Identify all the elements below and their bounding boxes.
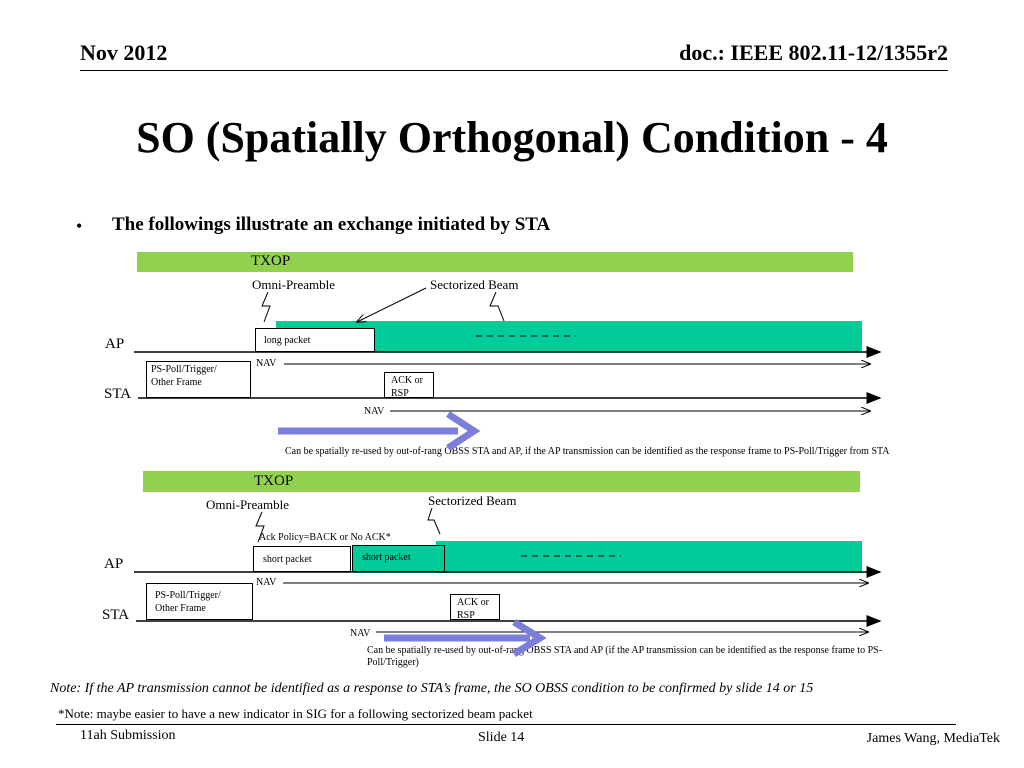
reuse-note-1: Can be spatially re-used by out-of-rang OBSS STA and AP, if the AP transmission can be identified as the response frame to PS-Poll/Trigger from STA bbox=[285, 446, 890, 457]
nav-sta-label-2: NAV bbox=[350, 628, 371, 639]
reuse-note-2-line1: Can be spatially re-used by out-of-rang OBSS STA and AP (if the AP transmission can be identified as the response frame to PS- bbox=[367, 645, 883, 656]
ps-poll-line1-2: PS-Poll/Trigger/ bbox=[155, 590, 221, 601]
ack-policy-label: Ack Policy=BACK or No ACK* bbox=[259, 532, 391, 543]
ps-poll-line2: Other Frame bbox=[151, 377, 202, 388]
header-date: Nov 2012 bbox=[80, 40, 168, 65]
sectorized-beam-label-1: Sectorized Beam bbox=[430, 277, 519, 292]
omni-preamble-label-1: Omni-Preamble bbox=[252, 277, 336, 292]
nav-sta-label-1: NAV bbox=[364, 406, 385, 417]
ps-poll-line2-2: Other Frame bbox=[155, 603, 206, 614]
ack-line1-2: ACK or bbox=[457, 597, 489, 608]
txop-label-1: TXOP bbox=[251, 253, 291, 269]
lightning-icon-sector-1 bbox=[490, 292, 504, 321]
ack-line2-2: RSP bbox=[457, 610, 475, 621]
lightning-icon-omni-1 bbox=[262, 292, 270, 322]
footer-submission: 11ah Submission bbox=[80, 728, 176, 743]
note-footnote: *Note: maybe easier to have a new indicator in SIG for a following sectorized beam packet bbox=[58, 706, 533, 721]
ps-poll-line1: PS-Poll/Trigger/ bbox=[151, 364, 217, 375]
lightning-icon-omni-2 bbox=[256, 512, 264, 542]
long-packet-label: long packet bbox=[264, 335, 311, 346]
footer-slide-number: Slide 14 bbox=[478, 730, 525, 745]
pointer-arrow-1 bbox=[357, 288, 426, 322]
sta-label-2: STA bbox=[102, 607, 130, 623]
lightning-icon-sector-2 bbox=[428, 508, 440, 534]
ack-line2: RSP bbox=[391, 388, 409, 399]
short-packet-label-2: short packet bbox=[362, 552, 411, 563]
ap-label-2: AP bbox=[104, 556, 124, 572]
slide-title: SO (Spatially Orthogonal) Condition - 4 bbox=[136, 113, 888, 162]
nav-ap-label-1: NAV bbox=[256, 358, 277, 369]
footer-rule bbox=[56, 724, 956, 725]
nav-ap-label-2: NAV bbox=[256, 577, 277, 588]
ap-label-1: AP bbox=[105, 336, 125, 352]
note-italic: Note: If the AP transmission cannot be identified as a response to STA’s frame, the SO OBSS condition to be confirmed by slide 14 or 15 bbox=[50, 681, 814, 696]
bullet-icon: • bbox=[76, 216, 83, 236]
sectorized-beam-label-2: Sectorized Beam bbox=[428, 493, 517, 508]
sta-label-1: STA bbox=[104, 386, 132, 402]
footer-author: James Wang, MediaTek bbox=[866, 731, 1000, 746]
reuse-note-2-line2: Poll/Trigger) bbox=[367, 657, 419, 668]
omni-preamble-label-2: Omni-Preamble bbox=[206, 497, 290, 512]
ack-line1: ACK or bbox=[391, 375, 423, 386]
txop-label-2: TXOP bbox=[254, 473, 294, 489]
bullet-text: The followings illustrate an exchange initiated by STA bbox=[112, 214, 551, 235]
short-packet-label-1: short packet bbox=[263, 554, 312, 565]
header-doc-id: doc.: IEEE 802.11-12/1355r2 bbox=[679, 40, 948, 65]
